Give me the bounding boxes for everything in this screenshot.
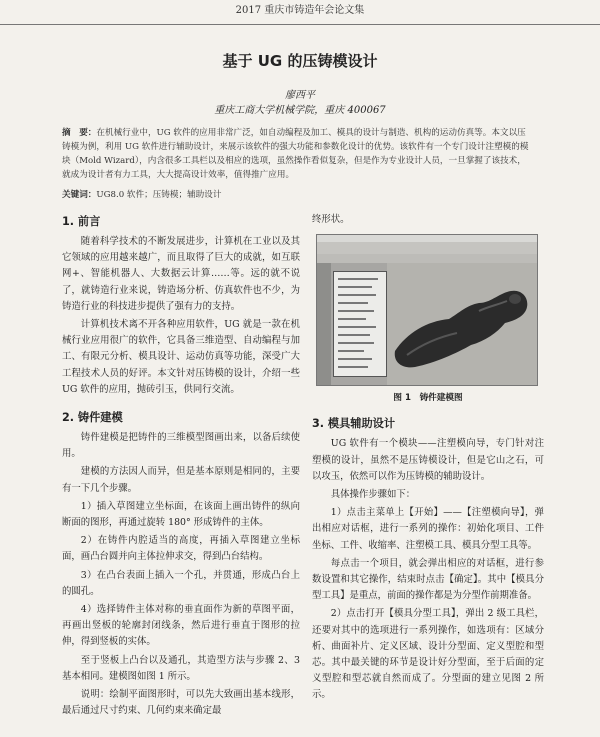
figure-toolbar-secondary [317, 254, 537, 263]
paragraph: 铸件建模是把铸件的三维模型图画出来，以备后续使用。 [62, 432, 300, 460]
abstract [62, 126, 532, 182]
keywords-label: 关键词： [62, 190, 97, 200]
author: 廖西平 [285, 90, 315, 101]
paragraph: 3）在凸台表面上插入一个孔，并贯通，形成凸台上的圆孔。 [62, 569, 300, 597]
paragraph: 每点击一个项目，就会弹出相应的对话框，进行参数设置和其它操作，结束时点击【确定】。其中【模具分型工具】是重点，前面的操作都是为分型作前期准备。 [312, 557, 544, 602]
abstract-label: 摘 要： [62, 128, 97, 138]
keywords [62, 188, 542, 200]
figure-part-navigator [333, 271, 387, 377]
section-heading-casting-modeling: 2. 铸件建模 [62, 411, 123, 425]
paragraph-continuation: 终形状。 [312, 214, 350, 225]
paper-title: 基于 UG 的压铸模设计 [222, 52, 378, 70]
section-heading-introduction: 1. 前言 [62, 215, 101, 228]
paragraph: 至于竖板上凸台以及通孔，其造型方法与步骤 2、3 基本相同。建模图如图 1 所示。 [62, 654, 300, 682]
left-column [62, 214, 300, 721]
paragraph: 1）插入草图建立坐标面，在该面上画出铸件的纵向断面的图形，再通过旋转 180° 形成铸件的主体。 [62, 500, 300, 529]
section-heading-mold-design: 3. 模具辅助设计 [312, 417, 396, 431]
keywords-text: UG8.0 软件；压铸模；辅助设计 [96, 190, 222, 200]
running-header: 2017 重庆市铸造年会论文集 [0, 0, 600, 25]
paragraph: 2）在铸件内腔适当的高度，再插入草图建立坐标面，画凸台圆并向主体拉伸求交，得到凸台结构。 [62, 535, 300, 563]
figure-toolbar [317, 242, 537, 254]
affiliation: 重庆工商大学机械学院，重庆 400067 [214, 105, 386, 116]
casting-part-3d-icon [387, 263, 537, 385]
paragraph: 说明：绘制平面图形时，可以先大致画出基本线形，最后通过尺寸约束、几何约束来确定最 [62, 689, 300, 717]
paragraph: 1）点击主菜单上【开始】——【注塑模向导】，弹出相应对话框，进行一系列的操作：初始化项目、工件坐标、工件、收缩率、注塑模工具、模具分型工具等。 [312, 507, 544, 551]
paragraph: 计算机技术离不开各种应用软件，UG 就是一款在机械行业应用很广的软件，它具备三维造型、自动编程与加工、有限元分析、模具设计、运动仿真等功能，深受广大工程技术人员的好评。本文针对压铸模的设计，介绍一些 UG 软件的应用，抛砖引玉，供同行交流。 [62, 319, 300, 395]
paragraph: 建模的方法因人而异，但是基本原则是相同的，主要有一下几个步骤。 [62, 466, 300, 494]
paragraph: 具体操作步骤如下： [330, 489, 416, 501]
figure-graphics-window [387, 263, 537, 385]
figure-caption: 图 1 铸件建模图 [393, 393, 463, 404]
abstract-text: 在机械行业中，UG 软件的应用非常广泛，如自动编程及加工、模具的设计与制造、机构的运动仿真等。本文以压铸模为例，利用 UG 软件进行辅助设计，来展示该软件的强大功能和参数化设计的优势。该软件有一个专门设计注塑模的模块（Mold Wizard），内含很多工具栏以及相应的选项，虽然操作看似复杂，但是作为专业设计人员，一旦掌握了该技术，就成为设计者有力工具，大大提高设计效率，值得推广应用。 [62, 128, 529, 180]
paragraph: 4）选择铸件主体对称的垂直面作为新的草图平面，再画出竖板的轮廓封闭线条，然后进行垂直于图形的拉伸，得到竖板的实体。 [62, 604, 300, 648]
paragraph: 2）点击打开【模具分型工具】，弹出 2 级工具栏，还要对其中的选项进行一系列操作，如选项有：区域分析、曲面补片、定义区域、设计分型面、定义型腔和型芯。其中最关键的环节是设计好分型面，至于后面的定义型腔和型芯就自然而成了。分型面的建立见图 2 所示。 [312, 608, 544, 701]
right-column [312, 212, 544, 706]
paragraph: UG 软件有一个模块——注塑模向导，专门针对注塑模的设计，虽然不是压铸模设计，但是它山之石，可以攻玉，依然可以作为压铸模的辅助设计。 [312, 438, 544, 482]
figure-resource-bar [317, 263, 331, 385]
figure-1-ug-screenshot [316, 234, 538, 386]
figure-menubar [317, 235, 537, 242]
paragraph: 随着科学技术的不断发展进步，计算机在工业以及其它领域的应用越来越广，而且取得了巨大的成就，如互联网+、智能机器人、大数据云计算……等。远的就不说了，就铸造行业来说，铸造场分析、仿真软件也不少，为铸造行业的科技进步提供了强有力的支持。 [62, 236, 300, 312]
